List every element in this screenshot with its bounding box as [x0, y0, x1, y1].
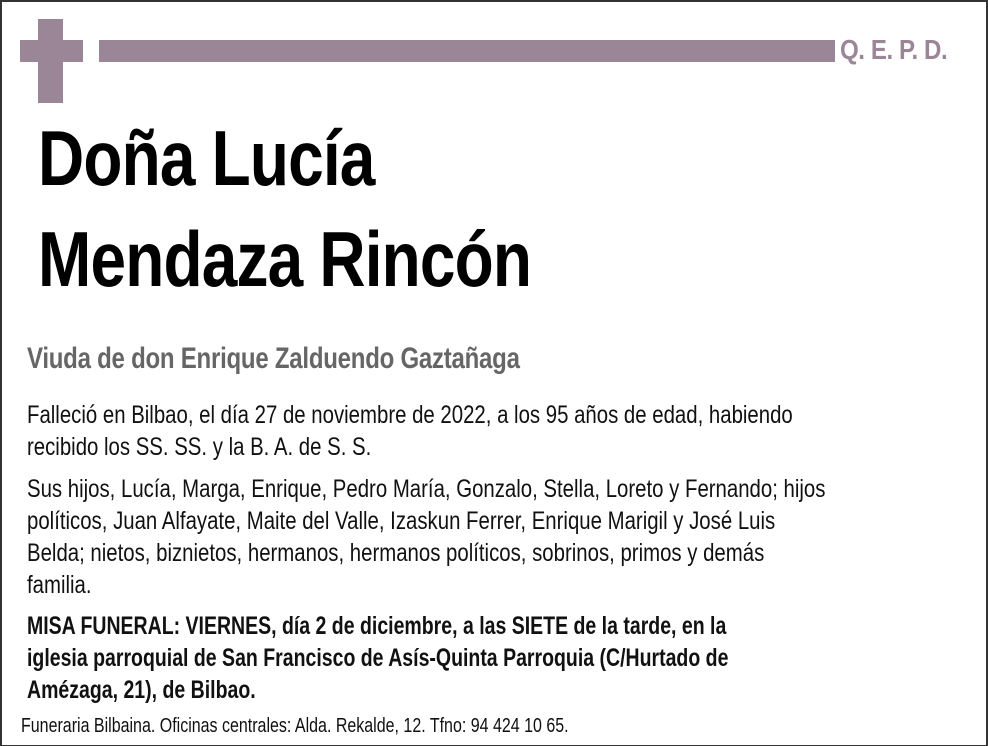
qepd-label: Q. E. P. D. — [840, 34, 948, 65]
death-notice-line: recibido los SS. SS. y la B. A. de S. S. — [27, 433, 372, 461]
funeral-line: MISA FUNERAL: VIERNES, día 2 de diciembre, a las SIETE de la tarde, en la — [27, 612, 727, 640]
death-notice-line: Falleció en Bilbao, el día 27 de noviembre de 2022, a los 95 años de edad, habiendo — [27, 401, 793, 429]
funeral-paragraph — [27, 610, 728, 706]
family-line: políticos, Juan Alfayate, Maite del Valle, Izaskun Ferrer, Enrique Marigil y José Luis — [27, 507, 776, 535]
widow-of-line: Viuda de don Enrique Zalduendo Gaztañaga — [27, 342, 520, 375]
cross-horizontal-bar — [20, 40, 83, 62]
death-notice-paragraph — [27, 399, 793, 463]
family-line: Sus hijos, Lucía, Marga, Enrique, Pedro María, Gonzalo, Stella, Loreto y Fernando; hijos — [27, 475, 826, 503]
family-line: Belda; nietos, biznietos, hermanos, hermanos políticos, sobrinos, primos y demás — [27, 539, 765, 567]
funeral-line: Amézaga, 21), de Bilbao. — [27, 676, 256, 704]
header-rule — [99, 40, 835, 62]
family-paragraph — [27, 473, 825, 601]
funeral-home-footer: Funeraria Bilbaina. Oficinas centrales: Alda. Rekalde, 12. Tfno: 94 424 10 65. — [21, 715, 569, 737]
family-line: familia. — [27, 571, 92, 599]
funeral-line: iglesia parroquial de San Francisco de Asís-Quinta Parroquia (C/Hurtado de — [27, 644, 729, 672]
deceased-name-line2: Mendaza Rincón — [38, 215, 532, 303]
deceased-name-line1: Doña Lucía — [38, 114, 375, 202]
